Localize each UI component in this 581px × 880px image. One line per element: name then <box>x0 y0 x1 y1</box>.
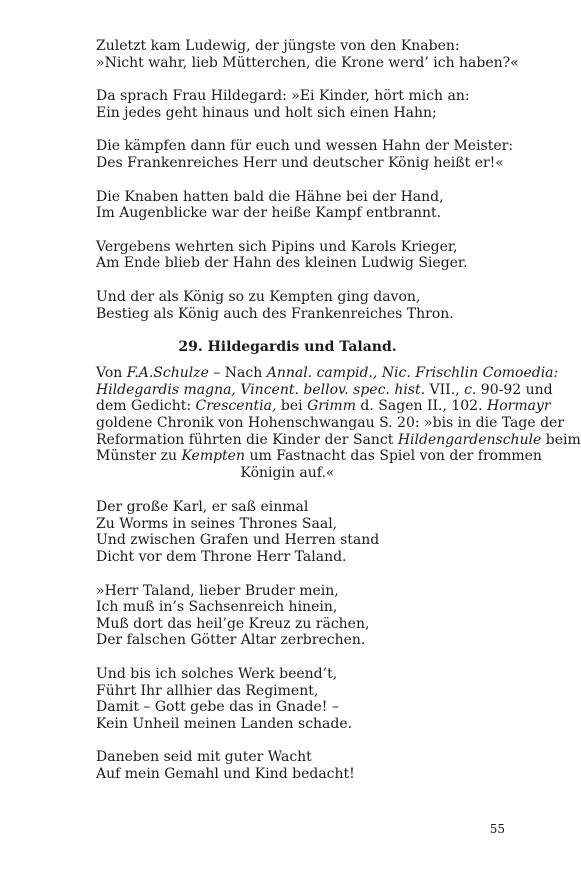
verse-line: Bestieg als König auch des Frankenreiches Thron. <box>96 305 454 322</box>
verse-line: Kein Unheil meinen Landen schade. <box>96 715 353 732</box>
verse-line: Der große Karl, er saß einmal <box>96 499 309 516</box>
stanza <box>96 289 479 322</box>
page-number: 55 <box>489 822 505 836</box>
stanza <box>96 38 519 71</box>
source-line: Reformation führten die Kinder der Sanct Hildengardenschule beim <box>96 431 581 448</box>
verse-line: Daneben seid mit guter Wacht <box>96 749 312 766</box>
stanza <box>96 666 479 732</box>
stanza <box>96 239 479 272</box>
stanza <box>96 749 479 782</box>
verse-line: Damit – Gott gebe das in Gnade! – <box>96 699 339 716</box>
verse-line: Und bis ich solches Werk beend’t, <box>96 666 338 683</box>
source-line: Königin auf.« <box>240 464 335 481</box>
verse-line: Ich muß in’s Sachsenreich hinein, <box>96 599 338 616</box>
verse-line: Dicht vor dem Throne Herr Taland. <box>96 549 347 566</box>
verse-line: Zu Worms in seines Thrones Saal, <box>96 515 338 532</box>
verse-line: Der falschen Götter Altar zerbrechen. <box>96 632 366 649</box>
source-line: Hildegardis magna, Vincent. bellov. spec. hist. VII., c. 90-92 und <box>96 381 553 398</box>
verse-line: Die Knaben hatten bald die Hähne bei der Hand, <box>96 188 444 205</box>
source-line: Münster zu Kempten um Fastnacht das Spiel von der frommen <box>96 448 542 465</box>
verse-line: Muß dort das heil’ge Kreuz zu rächen, <box>96 615 370 632</box>
page-content <box>96 38 581 800</box>
stanza <box>96 499 479 565</box>
verse-line: Des Frankenreiches Herr und deutscher König heißt er!« <box>96 154 504 171</box>
verse-line: Im Augenblicke war der heiße Kampf entbrannt. <box>96 205 442 222</box>
verse-line: Zuletzt kam Ludewig, der jüngste von den Knaben: <box>96 38 460 54</box>
verse-line: Die kämpfen dann für euch und wessen Hahn der Meister: <box>96 138 514 155</box>
verse-line: Ein jedes geht hinaus und holt sich einen Hahn; <box>96 104 437 121</box>
verse-line: Am Ende blieb der Hahn des kleinen Ludwig Sieger. <box>96 255 468 272</box>
source-line: goldene Chronik von Hohenschwangau S. 20: »bis in die Tage der <box>96 414 565 431</box>
stanza <box>96 88 479 121</box>
verse-line: »Nicht wahr, lieb Mütterchen, die Krone werd’ ich haben?« <box>96 54 519 71</box>
verse-line: Führt Ihr allhier das Regiment, <box>96 682 319 699</box>
stanza <box>96 583 479 649</box>
verse-line: Und der als König so zu Kempten ging davon, <box>96 288 421 305</box>
source-line: dem Gedicht: Crescentia, bei Grimm d. Sagen II., 102. Hormayr <box>96 398 551 415</box>
stanza <box>96 138 514 171</box>
section-title: 29. Hildegardis und Taland. <box>178 339 397 356</box>
verse-line: Da sprach Frau Hildegard: »Ei Kinder, hört mich an: <box>96 88 470 105</box>
source-note <box>96 365 581 481</box>
source-line: Von F.A.Schulze – Nach Annal. campid., Nic. Frischlin Comoedia: <box>96 365 559 382</box>
verse-line: Auf mein Gemahl und Kind bedacht! <box>96 766 355 782</box>
verse-line: Und zwischen Grafen und Herren stand <box>96 532 380 549</box>
stanza <box>96 189 479 222</box>
verse-line: »Herr Taland, lieber Bruder mein, <box>96 582 339 599</box>
verse-line: Vergebens wehrten sich Pipins und Karols Krieger, <box>96 238 458 255</box>
